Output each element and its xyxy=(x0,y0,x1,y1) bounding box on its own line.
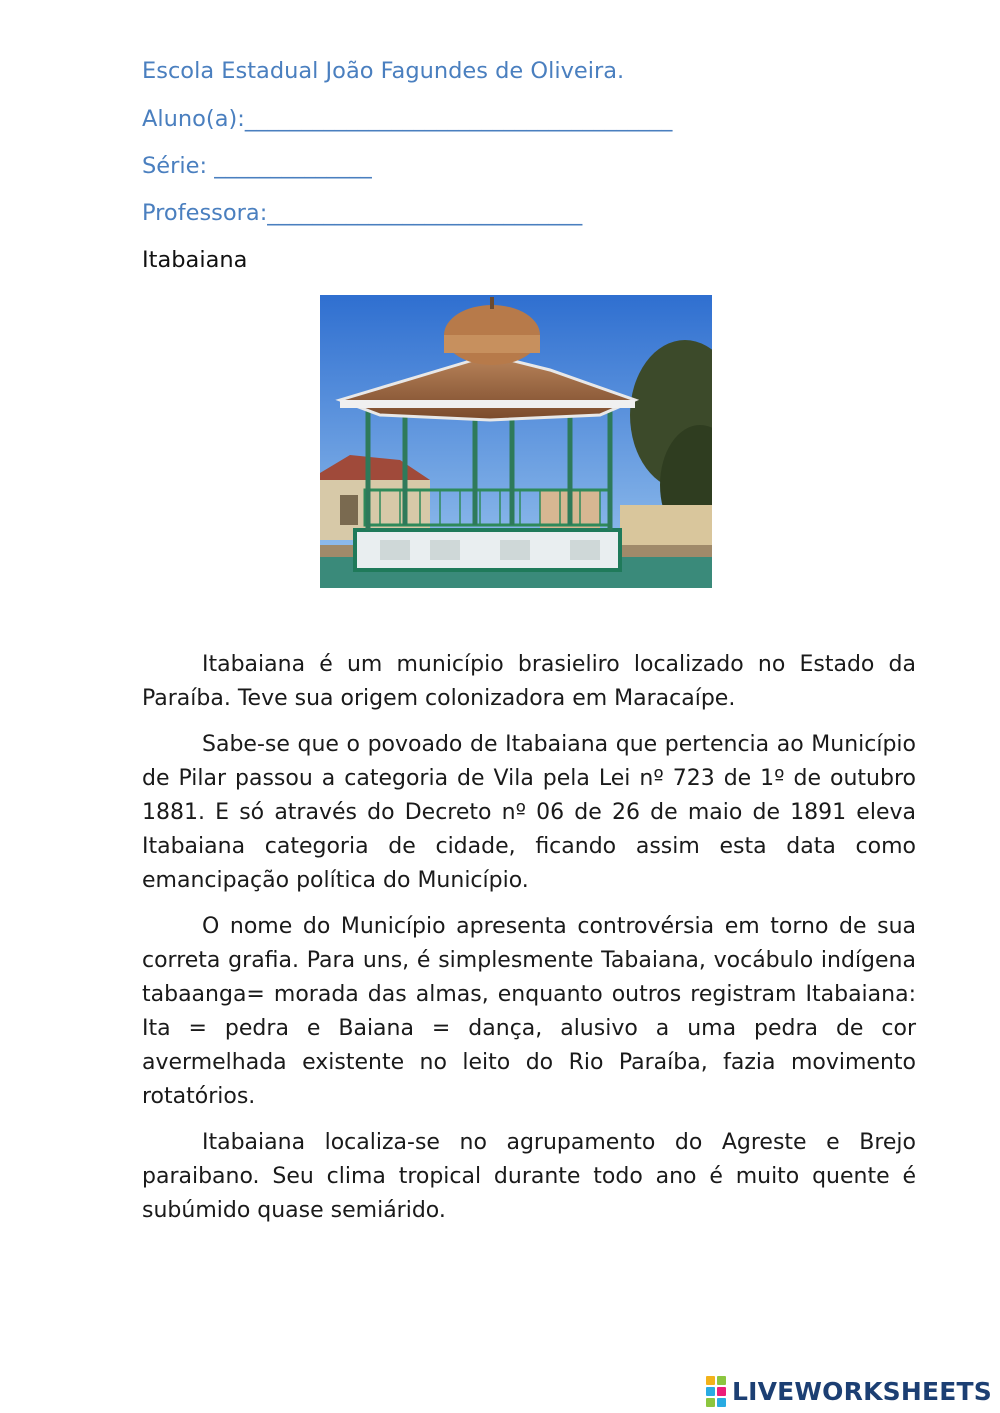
paragraph-2: Sabe-se que o povoado de Itabaiana que pertencia ao Município de Pilar passou a categoria de Vila pela Lei nº 723 de 1º de outubro 1881. E só através do Decreto nº 06 de 26 de maio de 1891 eleva Itabaiana categoria de cidade, ficando assim esta data como emancipação política do Município. xyxy=(142,732,916,893)
topic-title: Itabaiana xyxy=(142,247,248,273)
teacher-field[interactable]: Professora:____________________________ xyxy=(142,200,583,226)
paragraph-4: Itabaiana localiza-se no agrupamento do Agreste e Brejo paraibano. Seu clima tropical durante todo ano é muito quente é subúmido quase semiárido. xyxy=(142,1130,916,1223)
paragraph-3: O nome do Município apresenta controvérsia em torno de sua correta grafia. Para uns, é simplesmente Tabaiana, vocábulo indígena tabaanga= morada das almas, enquanto outros registram Itabaiana: Ita = pedra e Baiana = dança, alusivo a uma pedra de cor avermelhada existente no leito do Rio Paraíba, fazia movimento rotatórios. xyxy=(142,914,916,1109)
school-name: Escola Estadual João Fagundes de Oliveira. xyxy=(142,58,625,84)
grade-field[interactable]: Série: ______________ xyxy=(142,153,372,179)
article-body xyxy=(142,648,916,1240)
liveworksheets-brand: LIVEWORKSHEETS xyxy=(731,1376,992,1406)
liveworksheets-logo-icon xyxy=(706,1376,726,1407)
bandstand-gazebo-photo xyxy=(320,295,712,588)
student-name-field[interactable]: Aluno(a):______________________________________ xyxy=(142,106,673,132)
paragraph-1: Itabaiana é um município brasieliro localizado no Estado da Paraíba. Teve sua origem colonizadora em Maracaípe. xyxy=(142,652,916,711)
liveworksheets-logo xyxy=(706,1373,992,1409)
